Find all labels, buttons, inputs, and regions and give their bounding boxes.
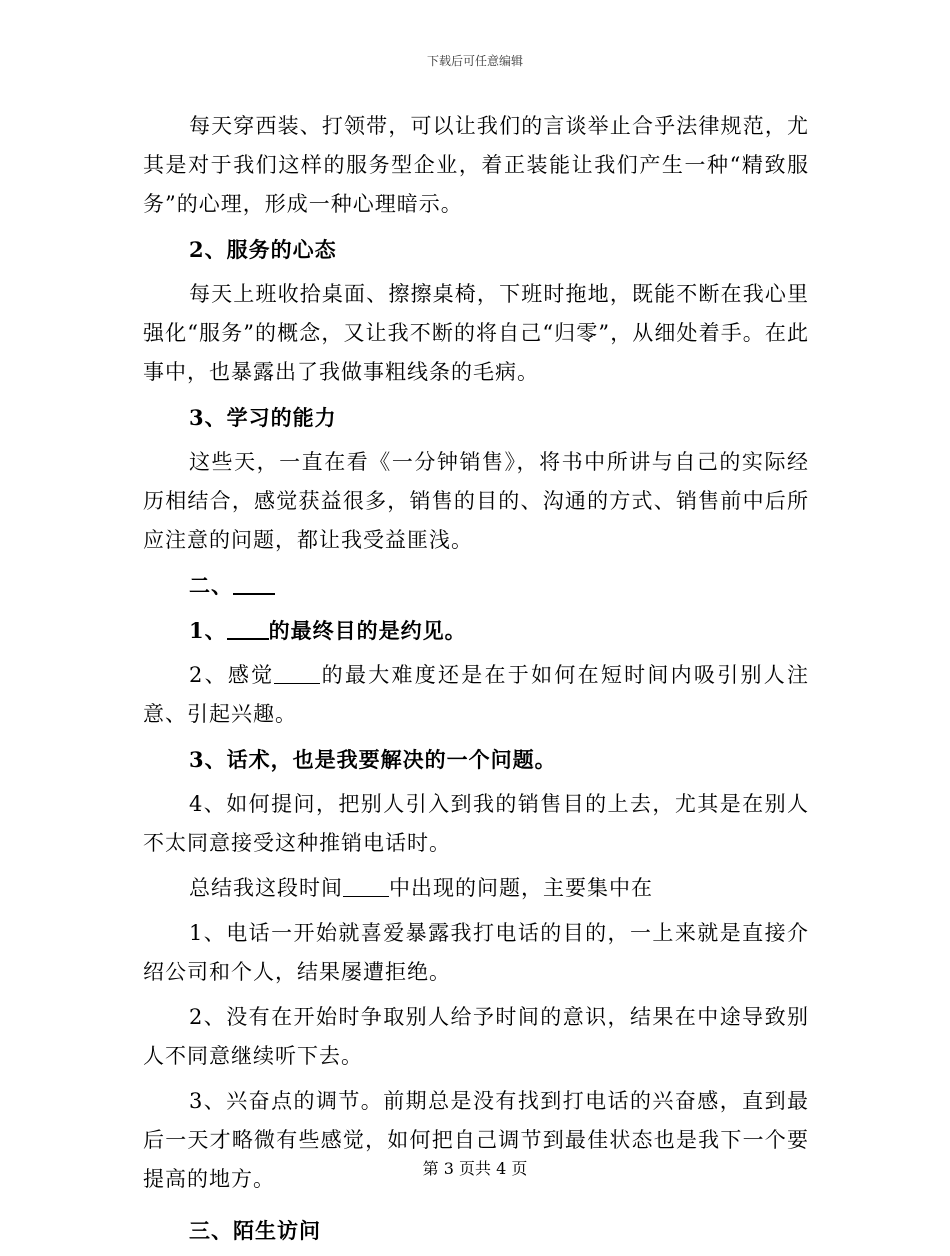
paragraph-summary-prefix: 总结我这段时间 (189, 876, 343, 900)
heading-service-attitude: 2、服务的心态 (189, 237, 337, 262)
paragraph-difficulty-prefix: 2、感觉 (189, 663, 275, 687)
heading-section-two-label: 二、 (189, 573, 233, 598)
heading-section-two (143, 566, 809, 605)
heading-goal (143, 611, 809, 650)
page-header: 下载后可任意编辑 (426, 54, 523, 68)
heading-goal-prefix: 1、 (189, 618, 227, 643)
paragraph-difficulty (143, 656, 809, 734)
paragraph-issue-1: 1、电话一开始就喜爱暴露我打电话的目的，一上来就是直接介绍公司和个人，结果屡遭拒绝。 (143, 921, 809, 984)
paragraph-difficulty-text: 的最大难度还是在于如何在短时间内吸引别人注意、引起兴趣。 (143, 663, 809, 726)
heading-learning-ability: 3、学习的能力 (189, 405, 337, 430)
blank-underline (233, 573, 275, 595)
heading-script: 3、话术，也是我要解决的一个问题。 (189, 747, 557, 772)
paragraph-service: 每天上班收拾桌面、擦擦桌椅，下班时拖地，既能不断在我心里强化“服务”的概念，又让我不断的将自己“归零”，从细处着手。在此事中，也暴露出了我做事粗线条的毛病。 (143, 282, 809, 384)
heading-goal-text: 的最终目的是约见。 (268, 618, 467, 643)
blank-underline (343, 876, 389, 897)
paragraph-summary (143, 869, 809, 908)
paragraph-summary-text: 中出现的问题，主要集中在 (389, 876, 653, 900)
page-footer: 第 3 页共 4 页 (422, 1159, 528, 1178)
paragraph-dress: 每天穿西装、打领带，可以让我们的言谈举止合乎法律规范，尤其是对于我们这样的服务型企业，着正装能让我们产生一种“精致服务”的心理，形成一种心理暗示。 (143, 114, 809, 216)
heading-cold-visit: 三、陌生访问 (189, 1218, 321, 1243)
document-body (143, 107, 809, 1256)
paragraph-learning: 这些天，一直在看《一分钟销售》，将书中所讲与自己的实际经历相结合，感觉获益很多，销售的目的、沟通的方式、销售前中后所应注意的问题，都让我受益匪浅。 (143, 450, 809, 552)
paragraph-issue-3: 3、兴奋点的调节。前期总是没有找到打电话的兴奋感，直到最后一天才略微有些感觉，如何把自己调节到最佳状态也是我下一个要提高的地方。 (143, 1089, 809, 1191)
paragraph-issue-2: 2、没有在开始时争取别人给予时间的意识，结果在中途导致别人不同意继续听下去。 (143, 1005, 809, 1068)
blank-underline (274, 663, 320, 684)
blank-underline (227, 618, 269, 640)
paragraph-questioning: 4、如何提问，把别人引入到我的销售目的上去，尤其是在别人不太同意接受这种推销电话时。 (143, 792, 809, 855)
